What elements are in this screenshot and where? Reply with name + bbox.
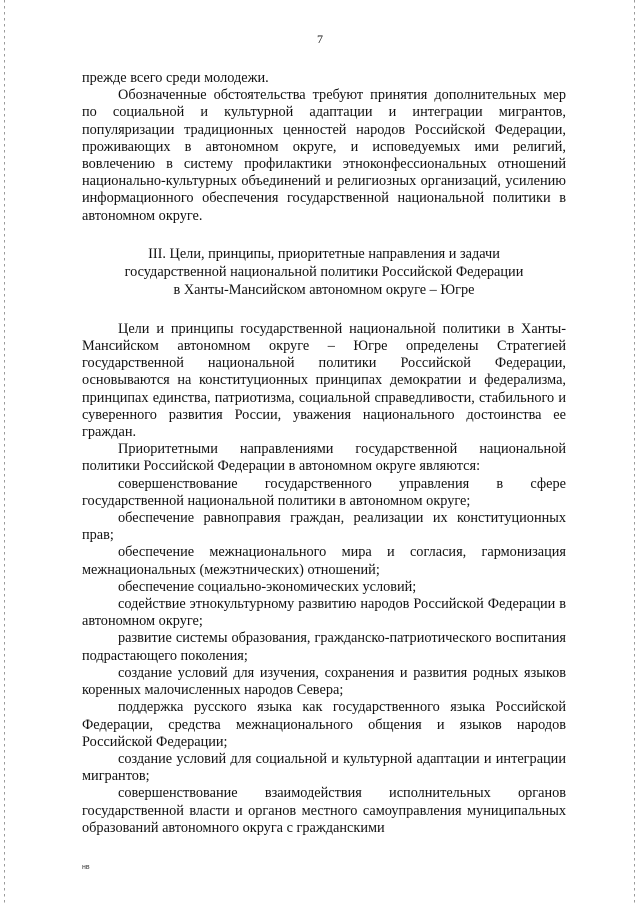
section-heading-line-3: в Ханты-Мансийском автономном округе – Югре xyxy=(173,281,475,298)
list-item: обеспечение межнационального мира и согласия, гармонизация межнациональных (межэтнических) отношений; xyxy=(82,544,566,578)
section-heading-line-2: государственной национальной политики Российской Федерации xyxy=(124,263,524,280)
list-item: создание условий для социальной и культурной адаптации и интеграции мигрантов; xyxy=(82,750,566,785)
paragraph-goals-principles: Цели и принципы государственной национальной политики в Ханты-Мансийском автономном округе – Югре определены Стратегией государственной национальной политики Российской Федерации, основываются на конституционных принципах демократии и федерализма, принципах единства, патриотизма, социальной справедливости, стабильного и суверенного развития России, уважения национального достоинства ее граждан. xyxy=(82,320,566,441)
list-item: совершенствование государственного управления в сфере государственной национальной политики в автономном округе; xyxy=(82,475,566,509)
paragraph-priorities-intro: Приоритетными направлениями государственной национальной политики Российской Федерации в автономном округе являются: xyxy=(82,441,566,475)
list-item: развитие системы образования, гражданско-патриотического воспитания подрастающего поколения; xyxy=(82,630,566,664)
paragraph-circumstances: Обозначенные обстоятельства требуют принятия дополнительных мер по социальной и культурной адаптации и интеграции мигрантов, популяризации традиционных ценностей народов Российской Федерации, проживающих в автономном округе, и исповедуемых ими религий, вовлечению в систему профилактики этноконфессиональных отношений национально-культурных объединений и религиозных организаций, усилению информационного обеспечения государственной национальной политики в автономном округе. xyxy=(82,87,566,224)
section-heading xyxy=(82,245,566,299)
document-body xyxy=(82,70,566,837)
list-item: содействие этнокультурному развитию народов Российской Федерации в автономном округе; xyxy=(82,596,566,630)
section-heading-line-1: III. Цели, принципы, приоритетные направления и задачи xyxy=(148,245,500,262)
list-item: поддержка русского языка как государственного языка Российской Федерации, средства межнационального общения и языков народов Российской Федерации; xyxy=(82,699,566,750)
scan-edge-right xyxy=(634,0,635,905)
list-item: совершенствование взаимодействия исполнительных органов государственной власти и органов местного самоуправления муниципальных образований автономного округа с гражданскими xyxy=(82,785,566,836)
list-item: обеспечение социально-экономических условий; xyxy=(118,578,417,595)
paragraph-continuation: прежде всего среди молодежи. xyxy=(82,70,269,86)
footer-mark: нв xyxy=(82,864,90,871)
page-number: 7 xyxy=(317,32,323,46)
list-item: обеспечение равноправия граждан, реализации их конституционных прав; xyxy=(82,510,566,544)
scan-edge-left xyxy=(4,0,5,905)
list-item: создание условий для изучения, сохранения и развития родных языков коренных малочисленных народов Севера; xyxy=(82,664,566,699)
